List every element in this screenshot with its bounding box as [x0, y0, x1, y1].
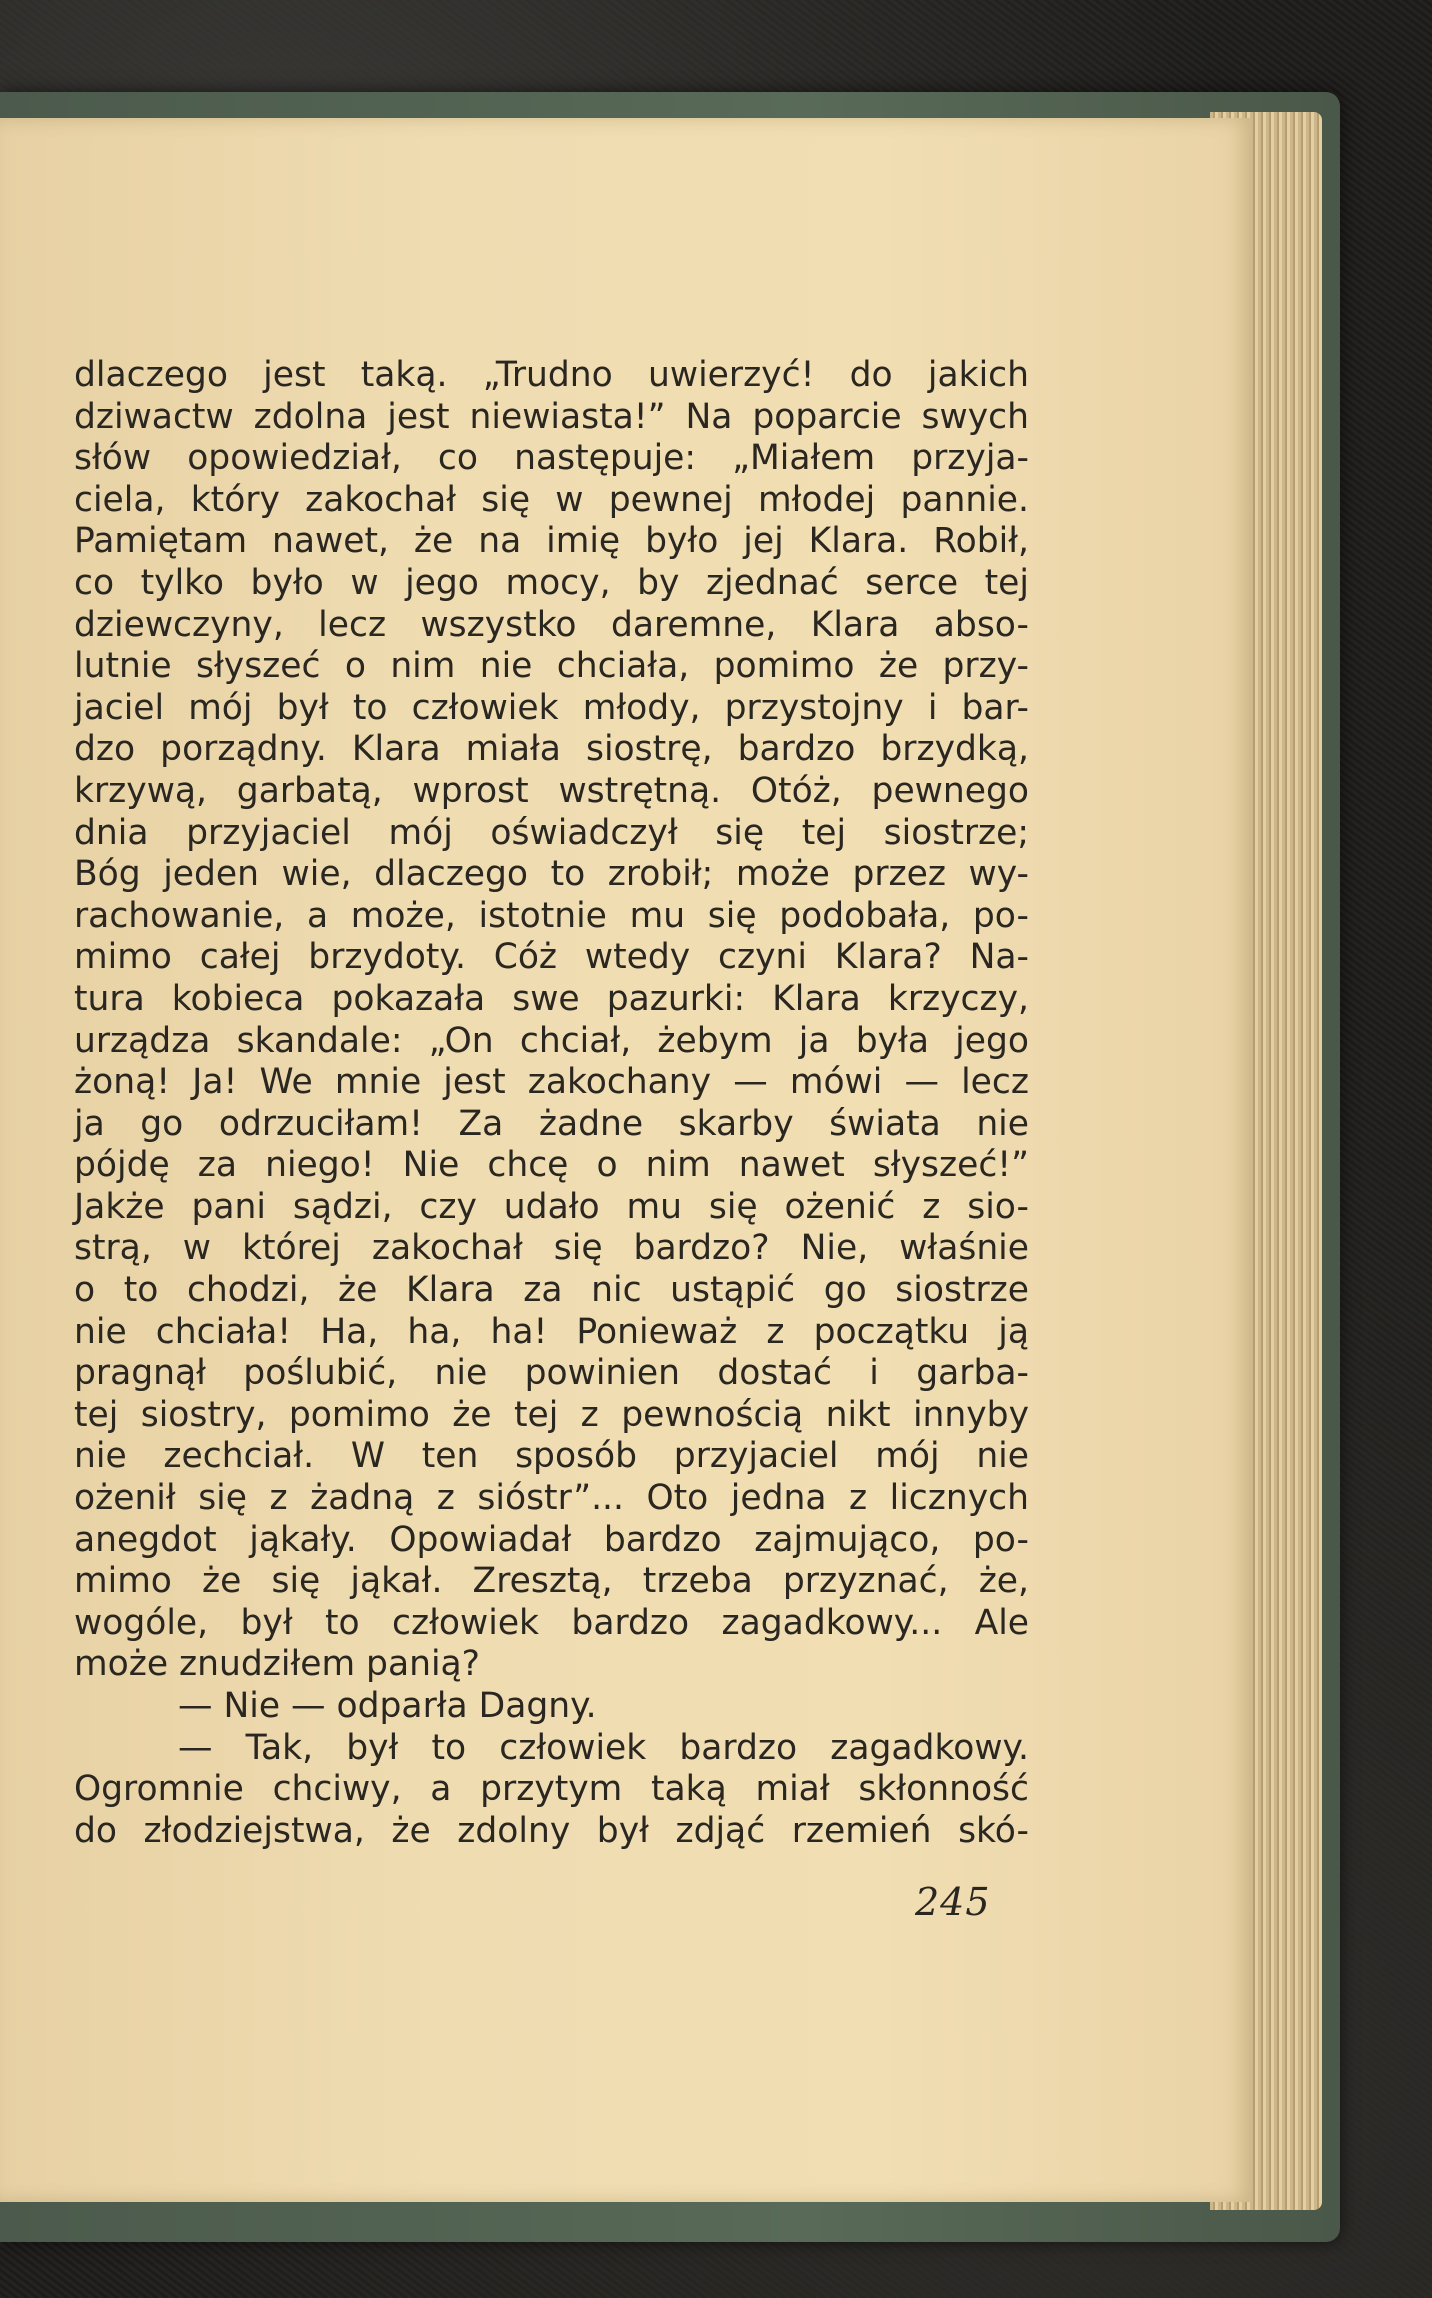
text-line: nie zechciał. W ten sposób przyjaciel mój nie [74, 1436, 1029, 1477]
text-line: dzo porządny. Klara miała siostrę, bardzo brzydką, [74, 729, 1029, 770]
text-line: pragnął poślubić, nie powinien dostać i garba- [74, 1353, 1029, 1394]
text-line: tura kobieca pokazała swe pazurki: Klara krzyczy, [74, 978, 1029, 1019]
text-line: nie chciała! Ha, ha, ha! Ponieważ z początku ją [74, 1311, 1029, 1352]
body-text [74, 355, 1029, 1852]
text-line: ożenił się z żadną z sióstr”... Oto jedna z licznych [74, 1478, 1029, 1519]
text-line: ja go odrzuciłam! Za żadne skarby świata nie [74, 1103, 1029, 1144]
text-line: do złodziejstwa, że zdolny był zdjąć rzemień skó- [74, 1810, 1029, 1851]
text-line: tej siostry, pomimo że tej z pewnością nikt innyby [74, 1394, 1029, 1435]
text-line: rachowanie, a może, istotnie mu się podobała, po- [74, 895, 1029, 936]
text-line: Ogromnie chciwy, a przytym taką miał skłonność [74, 1769, 1029, 1810]
text-line: dziewczyny, lecz wszystko daremne, Klara abso- [74, 604, 1029, 645]
page-number: 245 [915, 1880, 991, 1924]
text-line: Jakże pani sądzi, czy udało mu się ożenić z sio- [74, 1186, 1029, 1227]
text-line: dlaczego jest taką. „Trudno uwierzyć! do jakich [74, 355, 1029, 395]
text-line: o to chodzi, że Klara za nic ustąpić go siostrze [74, 1270, 1029, 1311]
text-line: strą, w której zakochał się bardzo? Nie, właśnie [74, 1228, 1029, 1269]
text-line: dnia przyjaciel mój oświadczył się tej siostrze; [74, 812, 1029, 853]
text-line: jaciel mój był to człowiek młody, przystojny i bar- [74, 687, 1029, 728]
dialogue-line: — Tak, był to człowiek bardzo zagadkowy. [178, 1727, 1029, 1768]
text-line: lutnie słyszeć o nim nie chciała, pomimo że przy- [74, 646, 1029, 687]
dialogue-line: — Nie — odparła Dagny. [178, 1686, 597, 1726]
text-line: żoną! Ja! We mnie jest zakochany — mówi — lecz [74, 1062, 1029, 1103]
text-line: co tylko było w jego mocy, by zjednać serce tej [74, 562, 1029, 603]
text-line: dziwactw zdolna jest niewiasta!” Na poparcie swych [74, 396, 1029, 437]
text-line: wogóle, był to człowiek bardzo zagadkowy... Ale [74, 1602, 1029, 1643]
text-line: urządza skandale: „On chciał, żebym ja była jego [74, 1020, 1029, 1061]
text-line: może znudziłem panią? [74, 1644, 480, 1685]
text-line: ciela, który zakochał się w pewnej młodej pannie. [74, 479, 1029, 520]
text-line: krzywą, garbatą, wprost wstrętną. Otóż, pewnego [74, 770, 1029, 811]
text-line: Pamiętam nawet, że na imię było jej Klara. Robił, [74, 521, 1029, 562]
text-line: mimo całej brzydoty. Cóż wtedy czyni Klara? Na- [74, 937, 1029, 978]
text-line: mimo że się jąkał. Zresztą, trzeba przyznać, że, [74, 1561, 1029, 1602]
text-line: Bóg jeden wie, dlaczego to zrobił; może przez wy- [74, 854, 1029, 895]
text-line: pójdę za niego! Nie chcę o nim nawet słyszeć!” [74, 1145, 1029, 1186]
text-line: słów opowiedział, co następuje: „Miałem przyja- [74, 438, 1029, 479]
text-line: anegdot jąkały. Opowiadał bardzo zajmująco, po- [74, 1519, 1029, 1560]
